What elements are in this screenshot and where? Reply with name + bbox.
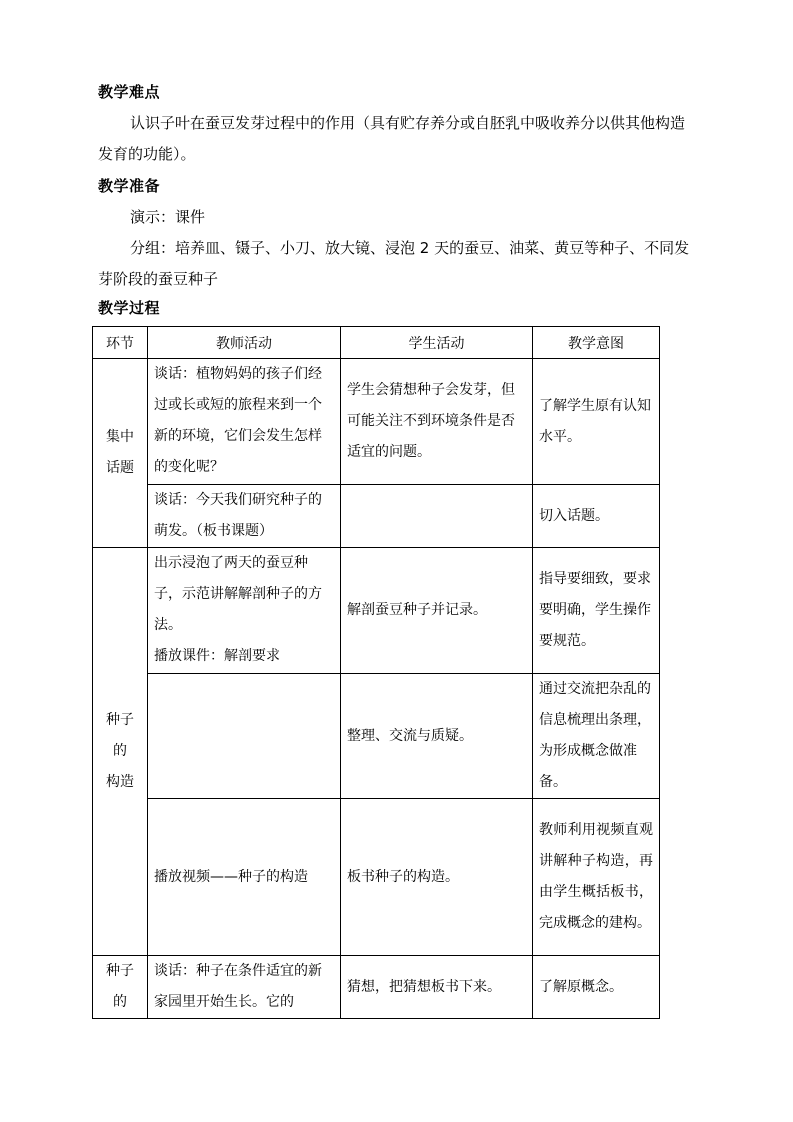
header-intent: 教学意图 — [533, 327, 660, 359]
stage-cell-growth: 种子 的 — [93, 956, 148, 1019]
difficulty-text: 认识子叶在蚕豆发芽过程中的作用（具有贮存养分或自胚乳中吸收养分以供其他构造发育的功能）。 — [98, 114, 686, 163]
table-row — [93, 359, 660, 485]
table-row — [93, 799, 660, 956]
difficulty-heading: 教学难点 — [98, 83, 161, 101]
teacher-cell — [148, 674, 341, 799]
teacher-cell: 出示浸泡了两天的蚕豆种子，示范讲解解剖种子的方法。 播放课件：解剖要求 — [148, 548, 341, 674]
student-cell: 板书种子的构造。 — [341, 799, 533, 956]
preparation-group: 分组：培养皿、镊子、小刀、放大镜、浸泡 2 天的蚕豆、油菜、黄豆等种子、不同发芽阶段的蚕豆种子 — [98, 239, 690, 288]
table-row — [93, 485, 660, 548]
table-row — [93, 956, 660, 1019]
intent-cell: 指导要细致，要求要明确，学生操作要规范。 — [533, 548, 660, 674]
student-cell — [341, 485, 533, 548]
header-teacher: 教师活动 — [148, 327, 341, 359]
stage-cell-focus: 集中 话题 — [93, 359, 148, 548]
teacher-cell: 谈话：种子在条件适宜的新家园里开始生长。它的 — [148, 956, 341, 1019]
intent-cell: 教师利用视频直观讲解种子构造，再由学生概括板书，完成概念的建构。 — [533, 799, 660, 956]
teacher-cell: 谈话：今天我们研究种子的萌发。（板书课题） — [148, 485, 341, 548]
intent-cell: 通过交流把杂乱的信息梳理出条理，为形成概念做准备。 — [533, 674, 660, 799]
teacher-cell: 谈话：植物妈妈的孩子们经过或长或短的旅程来到一个新的环境，它们会发生怎样的变化呢？ — [148, 359, 341, 485]
table-row — [93, 674, 660, 799]
student-cell: 解剖蚕豆种子并记录。 — [341, 548, 533, 674]
intent-cell: 切入话题。 — [533, 485, 660, 548]
student-cell: 猜想，把猜想板书下来。 — [341, 956, 533, 1019]
preparation-demo: 演示：课件 — [130, 208, 206, 226]
stage-cell-structure: 种子 的 构造 — [93, 548, 148, 956]
student-cell: 学生会猜想种子会发芽，但可能关注不到环境条件是否适宜的问题。 — [341, 359, 533, 485]
table-header-row — [93, 327, 660, 359]
intent-cell: 了解学生原有认知水平。 — [533, 359, 660, 485]
header-stage: 环节 — [93, 327, 148, 359]
student-cell: 整理、交流与质疑。 — [341, 674, 533, 799]
process-table — [92, 326, 660, 1019]
process-heading: 教学过程 — [98, 299, 161, 317]
teacher-cell: 播放视频——种子的构造 — [148, 799, 341, 956]
header-student: 学生活动 — [341, 327, 533, 359]
intent-cell: 了解原概念。 — [533, 956, 660, 1019]
table-row — [93, 548, 660, 674]
preparation-heading: 教学准备 — [98, 177, 161, 195]
